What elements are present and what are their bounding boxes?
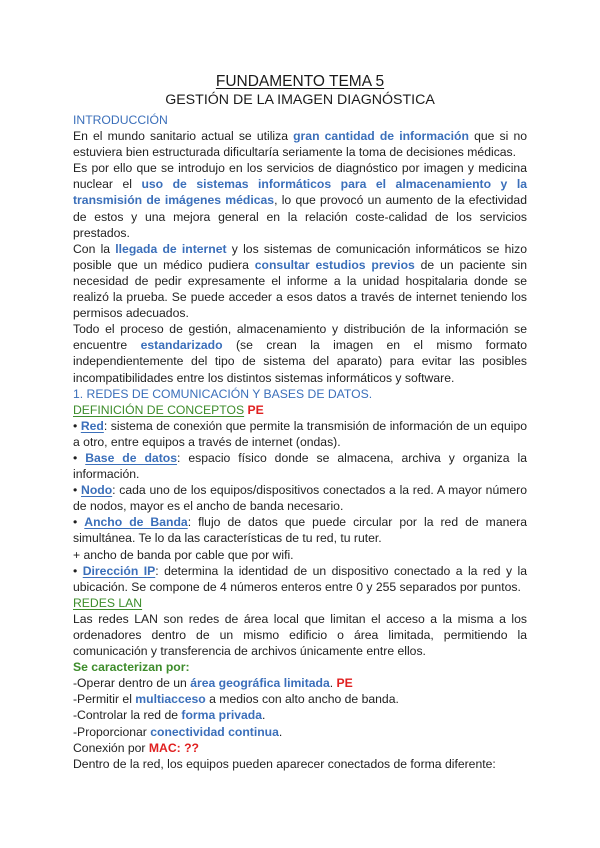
text-run: Con la [73, 241, 116, 256]
text-run: -Operar dentro de un [73, 676, 191, 691]
lan-heading: REDES LAN [73, 595, 143, 610]
text-run: , lo que provocó un aumento de la efectividad de estos y una mejora general en la relación coste-calidad de los servicios prestados. [73, 193, 527, 240]
definition-text: : cada uno de los equipos/dispositivos conectados a la red. A mayor número de nodos, mayor es el ancho de banda necesario. [73, 483, 527, 514]
characteristic-item [73, 724, 527, 740]
intro-paragraph-4 [73, 321, 527, 385]
intro-paragraph-2 [73, 160, 527, 240]
definition-term: Ancho de Banda [84, 515, 188, 530]
text-run: Conexión por [73, 740, 149, 755]
definition-base-de-datos [73, 450, 527, 482]
intro-heading: INTRODUCCIÓN [73, 113, 168, 127]
highlight-run: conectividad continua [150, 724, 279, 739]
definition-text: : flujo de datos que puede circular por la red de manera simultánea. Te lo da las características de tu red, tu ruter. [73, 515, 527, 546]
definition-term: Dirección IP [82, 563, 156, 578]
bullet: • [73, 418, 81, 433]
text-run: Es por ello que se introdujo en los servicios de diagnóstico por imagen y medicina nuclear el [73, 161, 527, 192]
section-1-heading: 1. REDES DE COMUNICACIÓN Y BASES DE DATOS. [73, 386, 373, 401]
text-run: -Permitir el [73, 692, 136, 707]
intro-paragraph-3 [73, 241, 527, 321]
document-title: FUNDAMENTO TEMA 5 [215, 73, 385, 90]
pe-tag: PE [336, 676, 353, 691]
highlight-run: forma privada [181, 708, 262, 723]
text-run: de un paciente sin necesidad de pedir expresamente el informe a la unidad hospitalaria donde se realizó la prueba. Se puede acceder a esos datos a través de internet teniendo los permisos adecuados. [73, 257, 527, 321]
bullet: • [73, 563, 83, 578]
document-subtitle: GESTIÓN DE LA IMAGEN DIAGNÓSTICA [165, 92, 435, 108]
highlight-run: consultar estudios previos [254, 257, 415, 272]
highlight-run: multiacceso [135, 692, 206, 707]
definition-nodo [73, 482, 527, 514]
mac-tag: MAC: ?? [148, 740, 199, 755]
text-run: que si no estuviera bien estructurada dificultaría seriamente la toma de decisiones médicas. [73, 129, 527, 160]
definition-direccion-ip [73, 563, 527, 595]
definition-term: Base de datos [85, 450, 177, 465]
definitions-heading [73, 402, 527, 418]
lan-paragraph: Las redes LAN son redes de área local que limitan el acceso a la misma a los ordenadores dentro de un mismo edificio o área limitada, permitiendo la comunicación y transferencia de archivos únicamente entre ellos. [73, 611, 527, 659]
text-run: y los sistemas de comunicación informáticos se hizo posible que un médico pudiera [73, 241, 527, 272]
text-run: a medios con alto ancho de banda. [205, 692, 399, 707]
definition-note [73, 547, 527, 563]
highlight-run: uso de sistemas informáticos para el almacenamiento y la transmisión de imágenes médicas [73, 177, 527, 208]
closing-line: Dentro de la red, los equipos pueden aparecer conectados de forma diferente: [73, 756, 496, 771]
bullet: • [73, 515, 85, 530]
document-body [73, 72, 527, 772]
text-run: . [278, 724, 283, 739]
text-run: . [329, 676, 337, 691]
definitions-heading-text: DEFINICIÓN DE CONCEPTOS [73, 402, 245, 417]
characteristics-heading: Se caracterizan por: [73, 660, 190, 675]
text-run: -Controlar la red de [73, 708, 182, 723]
intro-paragraph-1 [73, 128, 527, 160]
definition-ancho-de-banda [73, 514, 527, 546]
characteristic-item [73, 675, 527, 691]
characteristic-item [73, 691, 527, 707]
characteristic-item [73, 707, 527, 723]
text-run: -Proporcionar [73, 724, 151, 739]
bullet: • [73, 450, 86, 465]
definition-term: Red [80, 418, 104, 433]
definition-term: Nodo [81, 483, 113, 498]
text-run: Todo el proceso de gestión, almacenamiento y distribución de la información se encuentre [73, 322, 527, 353]
definition-text: + ancho de banda por cable que por wifi. [73, 547, 294, 562]
highlight-run: llegada de internet [115, 241, 227, 256]
definition-text: : espacio físico donde se almacena, archiva y organiza la información. [73, 450, 527, 482]
highlight-run: gran cantidad de información [293, 129, 469, 144]
mac-connection-line [73, 740, 527, 756]
bullet: • [73, 483, 82, 498]
definition-red [73, 418, 527, 450]
text-run: (se crean la imagen en el mismo formato independientemente del tipo de sistema del aparato) para evitar las posibles incompatibilidades entre los distintos sistemas informáticos y software. [73, 338, 527, 385]
highlight-run: estandarizado [140, 338, 223, 353]
text-run: En el mundo sanitario actual se utiliza [73, 129, 294, 144]
highlight-run: área geográfica limitada [190, 676, 330, 691]
pe-tag: PE [247, 402, 264, 417]
definition-text: : determina la identidad de un dispositivo conectado a la red y la ubicación. Se compone de 4 números enteros entre 0 y 255 separados por puntos. [73, 563, 527, 594]
text-run: . [262, 708, 266, 723]
definition-text: : sistema de conexión que permite la transmisión de información de un equipo a otro, entre equipos a través de internet (ondas). [73, 418, 528, 449]
